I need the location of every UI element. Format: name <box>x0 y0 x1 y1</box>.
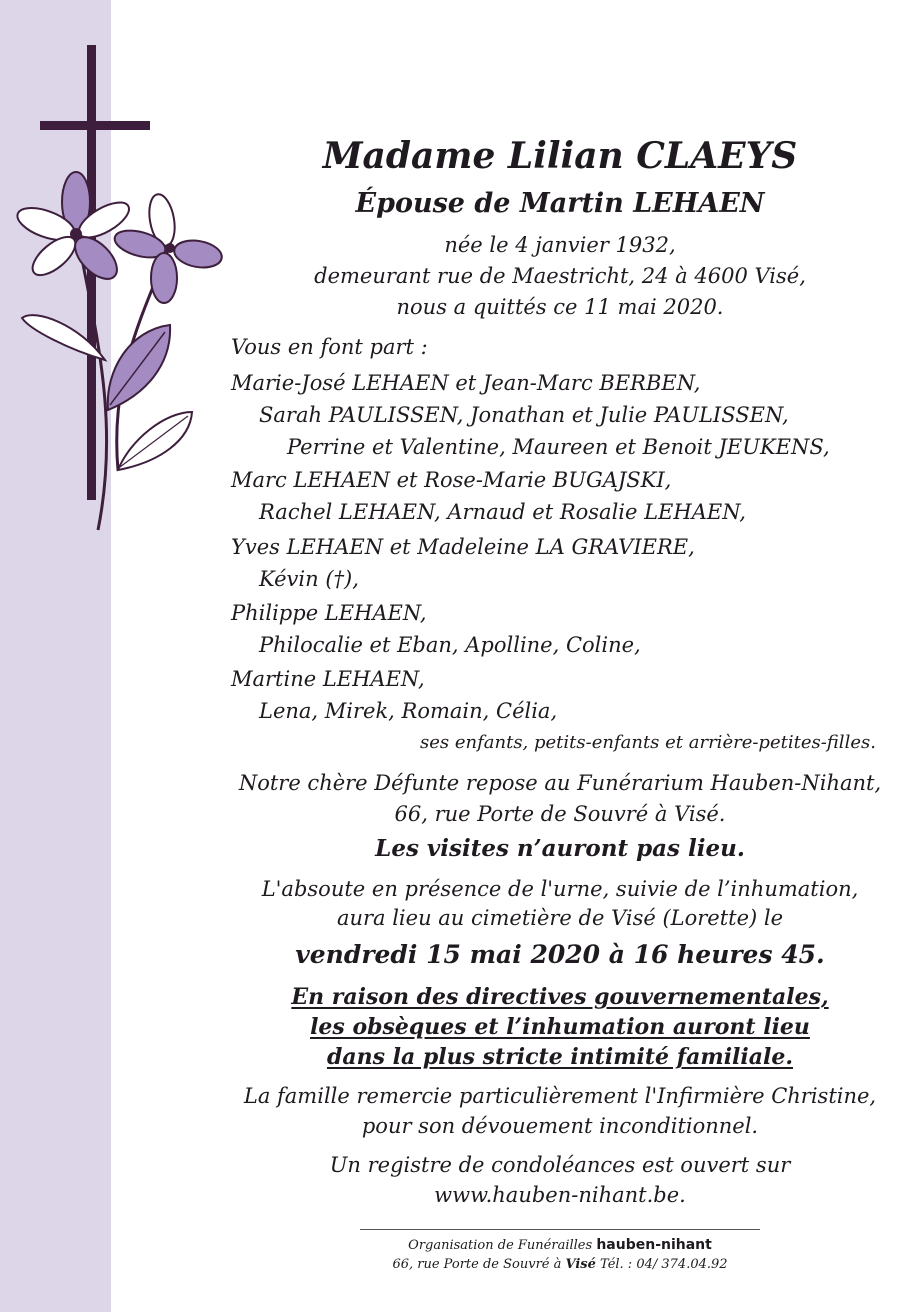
footer-phone: Tél. : 04/ 374.04.92 <box>600 1257 728 1272</box>
ceremony-line-1: L'absoute en présence de l'urne, suivie de l’inhumation, <box>261 877 859 901</box>
footer-org-label: Organisation de Funérailles <box>408 1238 593 1253</box>
family-line: Kévin (†), <box>259 567 359 591</box>
rest-line-2: 66, rue Porte de Souvré à Visé. <box>394 802 726 826</box>
footer-address-prefix: 66, rue Porte de Souvré à <box>392 1257 562 1272</box>
deceased-name: Madame Lilian CLAEYS <box>322 135 798 177</box>
visits-line: Les visites n’auront pas lieu. <box>375 835 745 862</box>
thanks-line-1: La famille remercie particulièrement l'Infirmière Christine, <box>243 1084 877 1108</box>
family-line: Marc LEHAEN et Rose-Marie BUGAJSKI, <box>231 468 672 492</box>
thanks-line-2: pour son dévouement inconditionnel. <box>361 1114 759 1138</box>
intro-line: Vous en font part : <box>231 335 428 359</box>
footer-brand-logo: hauben-nihant <box>596 1237 712 1253</box>
registry-url: www.hauben-nihant.be. <box>434 1183 686 1207</box>
family-line: Martine LEHAEN, <box>231 667 425 691</box>
family-line: Philippe LEHAEN, <box>231 601 427 625</box>
footer-city: Visé <box>565 1257 596 1272</box>
rest-line-1: Notre chère Défunte repose au Funérarium Hauben-Nihant, <box>238 771 882 795</box>
family-line: Rachel LEHAEN, Arnaud et Rosalie LEHAEN, <box>259 500 746 524</box>
restriction-line-1: En raison des directives gouvernementales, <box>291 984 829 1010</box>
address-line: demeurant rue de Maestricht, 24 à 4600 Visé, <box>314 264 806 288</box>
family-line: Marie-José LEHAEN et Jean-Marc BERBEN, <box>231 371 701 395</box>
footer-address <box>360 1256 760 1274</box>
restriction-line-2: les obsèques et l’inhumation auront lieu <box>310 1014 810 1040</box>
family-line: Sarah PAULISSEN, Jonathan et Julie PAULISSEN, <box>259 403 789 427</box>
relationship-line: ses enfants, petits-enfants et arrière-petites-filles. <box>420 732 876 753</box>
death-line: nous a quittés ce 11 mai 2020. <box>396 295 724 319</box>
family-line: Perrine et Valentine, Maureen et Benoit JEUKENS, <box>287 435 830 459</box>
birth-line: née le 4 janvier 1932, <box>444 233 676 257</box>
ceremony-date: vendredi 15 mai 2020 à 16 heures 45. <box>295 940 825 969</box>
footer-org <box>360 1236 760 1255</box>
spouse-line: Épouse de Martin LEHAEN <box>355 188 765 219</box>
cross-horizontal <box>40 121 150 130</box>
restriction-line-3: dans la plus stricte intimité familiale. <box>326 1044 794 1070</box>
family-line: Yves LEHAEN et Madeleine LA GRAVIERE, <box>231 535 695 559</box>
registry-line-1: Un registre de condoléances est ouvert sur <box>329 1153 791 1177</box>
family-line: Philocalie et Eban, Apolline, Coline, <box>259 633 641 657</box>
family-line: Lena, Mirek, Romain, Célia, <box>259 699 558 723</box>
footer-divider <box>360 1229 760 1230</box>
flower-left <box>13 172 134 286</box>
ceremony-line-2: aura lieu au cimetière de Visé (Lorette) le <box>336 906 784 930</box>
